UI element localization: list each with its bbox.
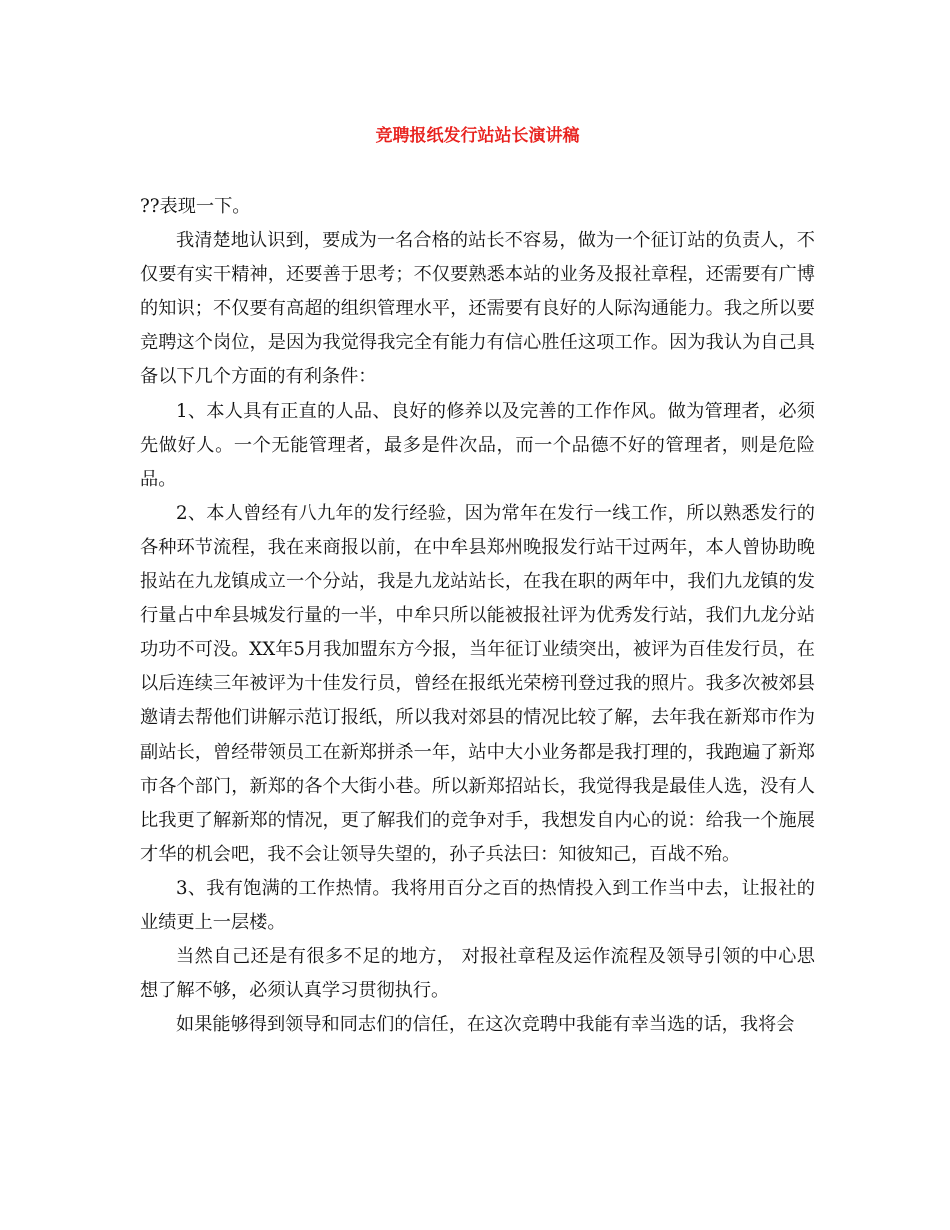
paragraph-shortcomings: 当然自己还是有很多不足的地方， 对报社章程及运作流程及领导引领的中心思想了解不够，必须认真学习贯彻执行。: [140, 946, 815, 1002]
document-body: [140, 190, 815, 1042]
paragraph-point-2: 2、本人曾经有八九年的发行经验，因为常年在发行一线工作，所以熟悉发行的各种环节流程，我在来商报以前，在中牟县郑州晚报发行站干过两年，本人曾协助晚报站在九龙镇成立一个分站，我是九龙站站长，在我在职的两年中，我们九龙镇的发行量占中牟县城发行量的一半，中牟只所以能被报社评为优秀发行站，我们九龙分站功功不可没。XX年5月我加盟东方今报，当年征订业绩突出，被评为百佳发行员，在以后连续三年被评为十佳发行员，曾经在报纸光荣榜刊登过我的照片。我多次被郊县邀请去帮他们讲解示范订报纸，所以我对郊县的情况比较了解，去年我在新郑市作为副站长，曾经带领员工在新郑拼杀一年，站中大小业务都是我打理的，我跑遍了新郑市各个部门，新郑的各个大街小巷。所以新郑招站长，我觉得我是最佳人选，没有人比我更了解新郑的情况，更了解我们的竞争对手，我想发自内心的说：给我一个施展才华的机会吧，我不会让领导失望的，孙子兵法曰：知彼知己，百战不殆。: [140, 502, 815, 865]
paragraph-opening: ??表现一下。: [140, 196, 251, 217]
paragraph-point-1: 1、本人具有正直的人品、良好的修养以及完善的工作作风。做为管理者，必须先做好人。一个无能管理者，最多是件次品，而一个品德不好的管理者，则是危险品。: [140, 400, 815, 490]
paragraph-closing: 如果能够得到领导和同志们的信任，在这次竞聘中我能有幸当选的话，我将会: [176, 1014, 795, 1036]
paragraph-point-3: 3、我有饱满的工作热情。我将用百分之百的热情投入到工作当中去，让报社的业绩更上一层楼。: [140, 877, 815, 933]
document-title: 竞聘报纸发行站站长演讲稿: [375, 126, 580, 146]
paragraph-intro: 我清楚地认识到，要成为一名合格的站长不容易，做为一个征订站的负责人，不仅要有实干精神，还要善于思考；不仅要熟悉本站的业务及报社章程，还需要有广博的知识；不仅要有高超的组织管理水平，还需要有良好的人际沟通能力。我之所以要竞聘这个岗位，是因为我觉得我完全有能力有信心胜任这项工作。因为我认为自己具备以下几个方面的有利条件：: [140, 230, 815, 388]
